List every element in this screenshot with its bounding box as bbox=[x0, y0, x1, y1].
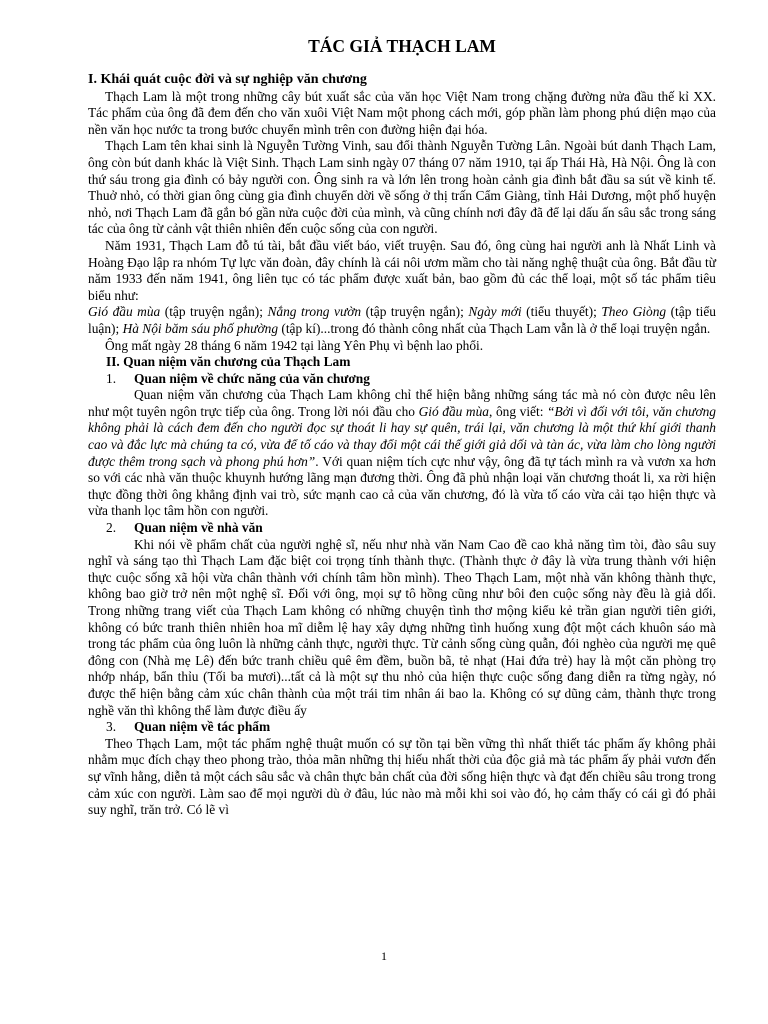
section-1-paragraph-2: Thạch Lam tên khai sinh là Nguyễn Tường Vinh, sau đổi thành Nguyễn Tường Lân. Ngoài bút danh Thạch Lam, ông còn bút danh khác là Việt Sinh. Thạch Lam sinh ngày 07 tháng 07 năm 1910, tại ấp Thái Hà, Hà Nội. Ông là con thứ sáu trong gia đình có bảy người con. Ông sinh ra và lớn lên trong hoàn cảnh gia đình bắt đầu sa sút về kinh tế. Thuở nhỏ, có thời gian ông cùng gia đình chuyển dời về sống ở thị trấn Cẩm Giàng, tỉnh Hải Dương, một phố huyện nhỏ, nơi Thạch Lam đã gắn bó gần nửa cuộc đời của mình, và cũng chính nơi đây đã để lại dấu ấn sâu sắc trong sáng tác của ông từ cảnh vật thiên nhiên đến cuộc sống của con người. bbox=[88, 138, 716, 237]
work-title: Ngày mới bbox=[468, 304, 522, 320]
work-title: Gió đầu mùa bbox=[418, 403, 489, 419]
subsection-3-heading bbox=[88, 719, 716, 736]
subsection-title: Quan niệm về tác phẩm bbox=[134, 719, 271, 735]
subsection-number: 1. bbox=[106, 370, 117, 386]
paragraph-text: , ông viết: bbox=[489, 403, 548, 419]
subsection-title: Quan niệm về nhà văn bbox=[134, 520, 263, 536]
section-1-paragraph-3: Năm 1931, Thạch Lam đỗ tú tài, bắt đầu viết báo, viết truyện. Sau đó, ông cùng hai người anh là Nhất Linh và Hoàng Đạo lập ra nhóm Tự lực văn đoàn, đây chính là cái nôi ươm mầm cho tài năng nghệ thuật của ông. Bắt đầu từ năm 1933 đến năm 1941, ông liên tục có tác phẩm được xuất bản, bao gồm đủ các thể loại, một số tác phẩm tiêu biểu như: bbox=[88, 237, 716, 303]
subsection-1-paragraph bbox=[88, 387, 716, 520]
work-type: (tiểu thuyết); bbox=[521, 304, 602, 320]
section-1-paragraph-4: Ông mất ngày 28 tháng 6 năm 1942 tại làng Yên Phụ vì bệnh lao phổi. bbox=[105, 337, 484, 353]
page-number: 1 bbox=[381, 949, 387, 963]
work-title: Hà Nội băm sáu phố phường bbox=[122, 320, 279, 336]
subsection-3-paragraph: Theo Thạch Lam, một tác phẩm nghệ thuật muốn có sự tồn tại bền vững thì nhất thiết tác phẩm ấy không phải nhằm mục đích chạy theo phong trào, thỏa mãn những thị hiếu nhất thời của độc giả mà tác phẩm ấy phải vươn đến sự vĩnh hằng, diễn tả một cách sâu sắc và chân thực bản chất của đời sống hiện thực và đạt đến chiều sâu trong trong cảm xúc con người. Làm sao để mọi người dù ở đâu, lúc nào mà mỗi khi soi vào đó, họ cảm thấy có cái gì đó phải suy nghĩ, trăn trở. Có lẽ vì bbox=[88, 735, 716, 818]
work-title: Theo Giòng bbox=[601, 304, 667, 320]
section-2-heading: II. Quan niệm văn chương của Thạch Lam bbox=[106, 354, 351, 370]
subsection-number: 3. bbox=[106, 719, 117, 735]
work-type: (tập truyện ngắn); bbox=[361, 304, 469, 320]
work-title: Nắng trong vườn bbox=[267, 304, 362, 320]
section-1-paragraph-1: Thạch Lam là một trong những cây bút xuất sắc của văn học Việt Nam trong chặng đường nửa đầu thế kỉ XX. Tác phẩm của ông đã đem đến cho văn xuôi Việt Nam một phong cách mới, góp phần làm phong phú diện mạo của nền văn học nước ta trong bước chuyển mình trên con đường hiện đại hóa. bbox=[88, 88, 716, 137]
subsection-number: 2. bbox=[106, 520, 117, 536]
subsection-2-paragraph: Khi nói về phẩm chất của người nghệ sĩ, nếu như nhà văn Nam Cao đề cao khả năng tìm tòi, đào sâu suy nghĩ và sáng tạo thì Thạch Lam đặc biệt coi trọng tính thành thực. (Thành thực ở đây là vừa trung thành với hiện thực cuộc sống xã hội vừa chân thành với chính tâm hồn mình). Theo Thạch Lam, một nhà văn không thành thực, không bao giờ trở nên một nghệ sĩ. Đối với ông, mọi sự tô hồng cũng như bôi đen cuộc sống này đều là giả dối. Trong những trang viết của Thạch Lam không có những chuyện tình thơ mộng kiểu kẻ trần gian người tiên giới, không có bức tranh thiên nhiên hoa mĩ diễm lệ hay xây dựng những tình huống xung đột một cách khuôn sáo mà trong tác phẩm của ông luôn là những cảnh thực, người thực. Từ cảnh sống cùng quẫn, đói nghèo của người mẹ quê đông con (Nhà mẹ Lê) đến bức tranh chiều quê êm đềm, buồn bã, tẻ nhạt (Hai đứa trẻ) hay là một căn phòng trọ nhớp nháp, bẩn thỉu (Tối ba mươi)...tất cả là một sự thu nhỏ của hiện thực cuộc sống đang diễn ra từng ngày, nó được thể hiện bằng cảm xúc chân thành của một trái tim nhân ái bao la. Không có sự dũng cảm, thành thực trong nghề văn thì không thể làm được điều ấy bbox=[88, 536, 716, 718]
document-title: TÁC GIẢ THẠCH LAM bbox=[308, 36, 496, 56]
subsection-1-heading bbox=[88, 371, 716, 388]
paragraph-text: . Với quan niệm tích cực như vậy, ông đã tự tách mình ra và vươn xa hơn so với các nhà văn thuộc khuynh hướng lãng mạn đương thời. Ông đã phủ nhận loại văn chương thoát li, xa rời hiện thực đồng thời ông khẳng định vai trò, sức mạnh cao cả của văn chương, đó là vừa tố cáo vừa cải tạo hiện thực và vừa thanh lọc tâm hồn con người. bbox=[88, 453, 716, 519]
section-1-heading: I. Khái quát cuộc đời và sự nghiệp văn chương bbox=[88, 72, 367, 87]
works-list bbox=[88, 304, 716, 337]
work-type: (tập kí)...trong đó thành công nhất của Thạch Lam vẫn là ở thể loại truyện ngắn. bbox=[278, 320, 711, 336]
paragraph-text: Quan niệm văn chương của Thạch Lam không chỉ thể hiện bằng những sáng tác mà nó còn được nêu lên như một tuyên ngôn trực tiếp của ông. Trong lời nói đầu cho bbox=[88, 387, 716, 419]
work-title: Gió đầu mùa bbox=[88, 304, 161, 320]
work-type: (tập tiểu luận); bbox=[88, 304, 716, 336]
subsection-2-heading bbox=[88, 520, 716, 537]
quote-text: “Bởi vì đối với tôi, văn chương không phải là cách đem đến cho người đọc sự thoát li hay sự quên, trái lại, văn chương là một thứ khí giới thanh cao và đắc lực mà chúng ta có, vừa để tố cáo và thay đổi một cái thế giới giả dối và tàn ác, vừa làm cho lòng người được thêm trong sạch và phong phú hơn” bbox=[88, 403, 716, 469]
subsection-title: Quan niệm về chức năng của văn chương bbox=[134, 370, 370, 386]
work-type: (tập truyện ngắn); bbox=[160, 304, 268, 320]
